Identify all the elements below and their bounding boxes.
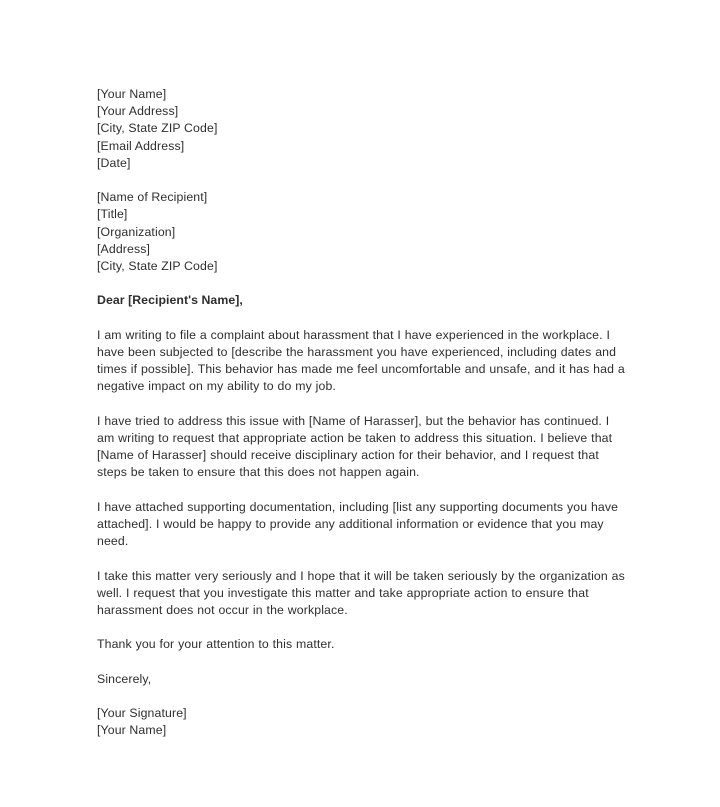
sender-line: [Your Address] xyxy=(97,104,179,119)
recipient-line: [Organization] xyxy=(97,224,176,239)
sender-line: [City, State ZIP Code] xyxy=(97,121,218,136)
signature-block xyxy=(97,705,629,739)
sender-address-block xyxy=(97,86,629,172)
closing-thanks: Thank you for your attention to this matter. xyxy=(97,637,335,652)
spacer xyxy=(97,310,629,327)
recipient-line: [Title] xyxy=(97,207,128,222)
spacer xyxy=(97,482,629,499)
signature-line: [Your Name] xyxy=(97,723,167,738)
recipient-line: [City, State ZIP Code] xyxy=(97,259,218,274)
spacer xyxy=(97,619,629,636)
signature-line: [Your Signature] xyxy=(97,706,187,721)
body-paragraph: I take this matter very seriously and I hope that it will be taken seriously by the organization as well. I request that you investigate this matter and take appropriate action to ensure that harassment does not occur in the workplace. xyxy=(97,568,625,617)
spacer xyxy=(97,275,629,292)
body-paragraph: I have attached supporting documentation, including [list any supporting documents you have attached]. I would be happy to provide any additional information or evidence that you may need. xyxy=(97,499,619,549)
sender-line: [Your Name] xyxy=(97,87,167,101)
body-paragraph: I have tried to address this issue with [Name of Harasser], but the behavior has continued. I am writing to request that appropriate action be taken to address this situation. I believe that [Name of Harasser] should receive disciplinary action for their behavior, and I request that steps be taken to ensure that this does not happen again. xyxy=(97,413,613,480)
spacer xyxy=(97,688,629,705)
spacer xyxy=(97,172,629,189)
recipient-line: [Address] xyxy=(97,241,151,256)
body-paragraph: I am writing to file a complaint about harassment that I have experienced in the workplace. I have been subjected to [describe the harassment you have experienced, including dates and times if possible]. This behavior has made me feel uncomfortable and unsafe, and it has had a negative impact on my ability to do my job. xyxy=(97,327,625,394)
valediction: Sincerely, xyxy=(97,671,152,686)
recipient-line: [Name of Recipient] xyxy=(97,190,208,205)
letter-body xyxy=(97,86,629,740)
sender-line: [Date] xyxy=(97,155,131,170)
recipient-address-block xyxy=(97,189,629,275)
spacer xyxy=(97,654,629,671)
salutation: Dear [Recipient's Name], xyxy=(97,293,243,308)
spacer xyxy=(97,550,629,567)
sender-line: [Email Address] xyxy=(97,138,185,153)
spacer xyxy=(97,396,629,413)
